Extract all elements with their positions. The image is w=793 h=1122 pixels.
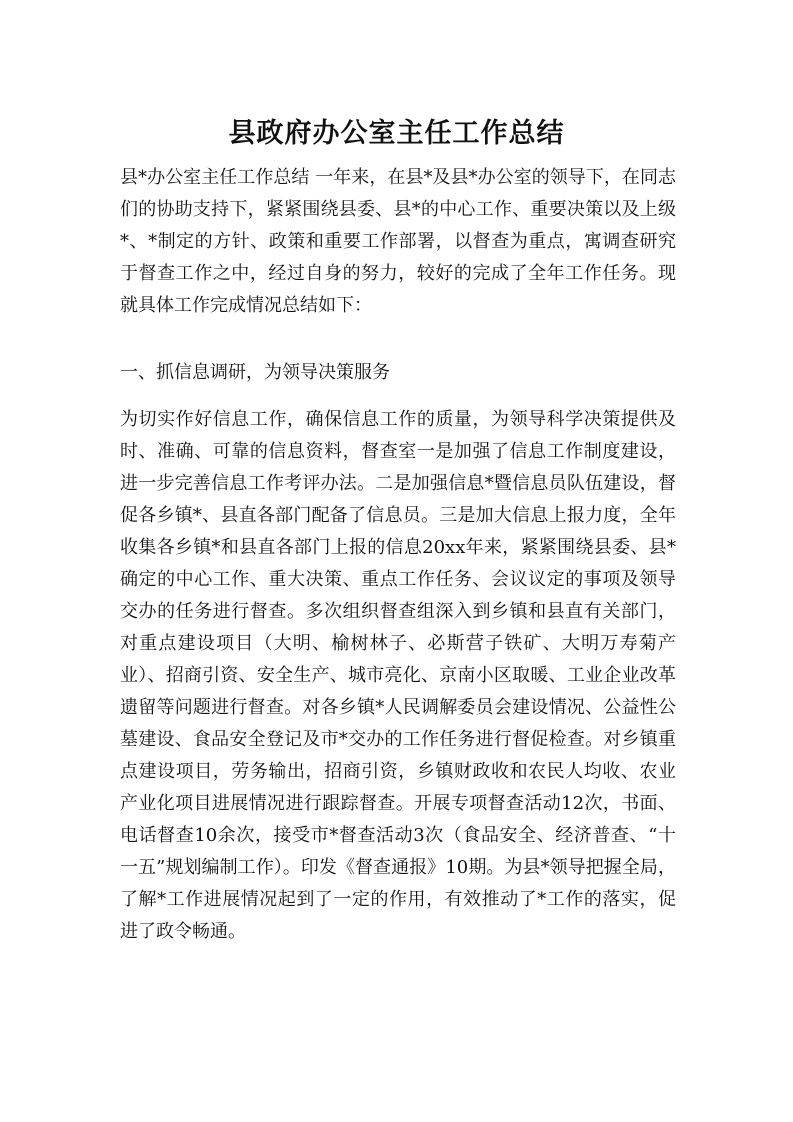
document-title: 县政府办公室主任工作总结: [228, 118, 565, 150]
intro-paragraph: 县*办公室主任工作总结 一年来，在县*及县*办公室的领导下，在同志们的协助支持下，紧紧围绕县委、县*的中心工作、重要决策以及上级*、*制定的方针、政策和重要工作部署，以督查为重点，寓调查研究于督查工作之中，经过自身的努力，较好的完成了全年工作任务。现就具体工作完成情况总结如下：: [120, 167, 676, 316]
section-heading: 一、抓信息调研，为领导决策服务: [120, 362, 390, 383]
section-body-paragraph: 为切实作好信息工作，确保信息工作的质量，为领导科学决策提供及时、准确、可靠的信息资料，督查室一是加强了信息工作制度建设，进一步完善信息工作考评办法。二是加强信息*暨信息员队伍建设，督促各乡镇*、县直各部门配备了信息员。三是加大信息上报力度，全年收集各乡镇*和县直各部门上报的信息20xx年来，紧紧围绕县委、县*确定的中心工作、重大决策、重点工作任务、会议议定的事项及领导交办的任务进行督查。多次组织督查组深入到乡镇和县直有关部门，对重点建设项目（大明、榆树林子、必斯营子铁矿、大明万寿菊产业）、招商引资、安全生产、城市亮化、京南小区取暖、工业企业改革遗留等问题进行督查。对各乡镇*人民调解委员会建设情况、公益性公墓建设、食品安全登记及市*交办的工作任务进行督促检查。对乡镇重点建设项目，劳务输出，招商引资，乡镇财政收和农民人均收、农业产业化项目进展情况进行跟踪督查。开展专项督查活动12次，书面、电话督查10余次，接受市*督查活动3次（食品安全、经济普查、“十一五”规划编制工作）。印发《督查通报》10期。为县*领导把握全局，了解*工作进展情况起到了一定的作用，有效推动了*工作的落实，促进了政令畅通。: [120, 409, 676, 942]
